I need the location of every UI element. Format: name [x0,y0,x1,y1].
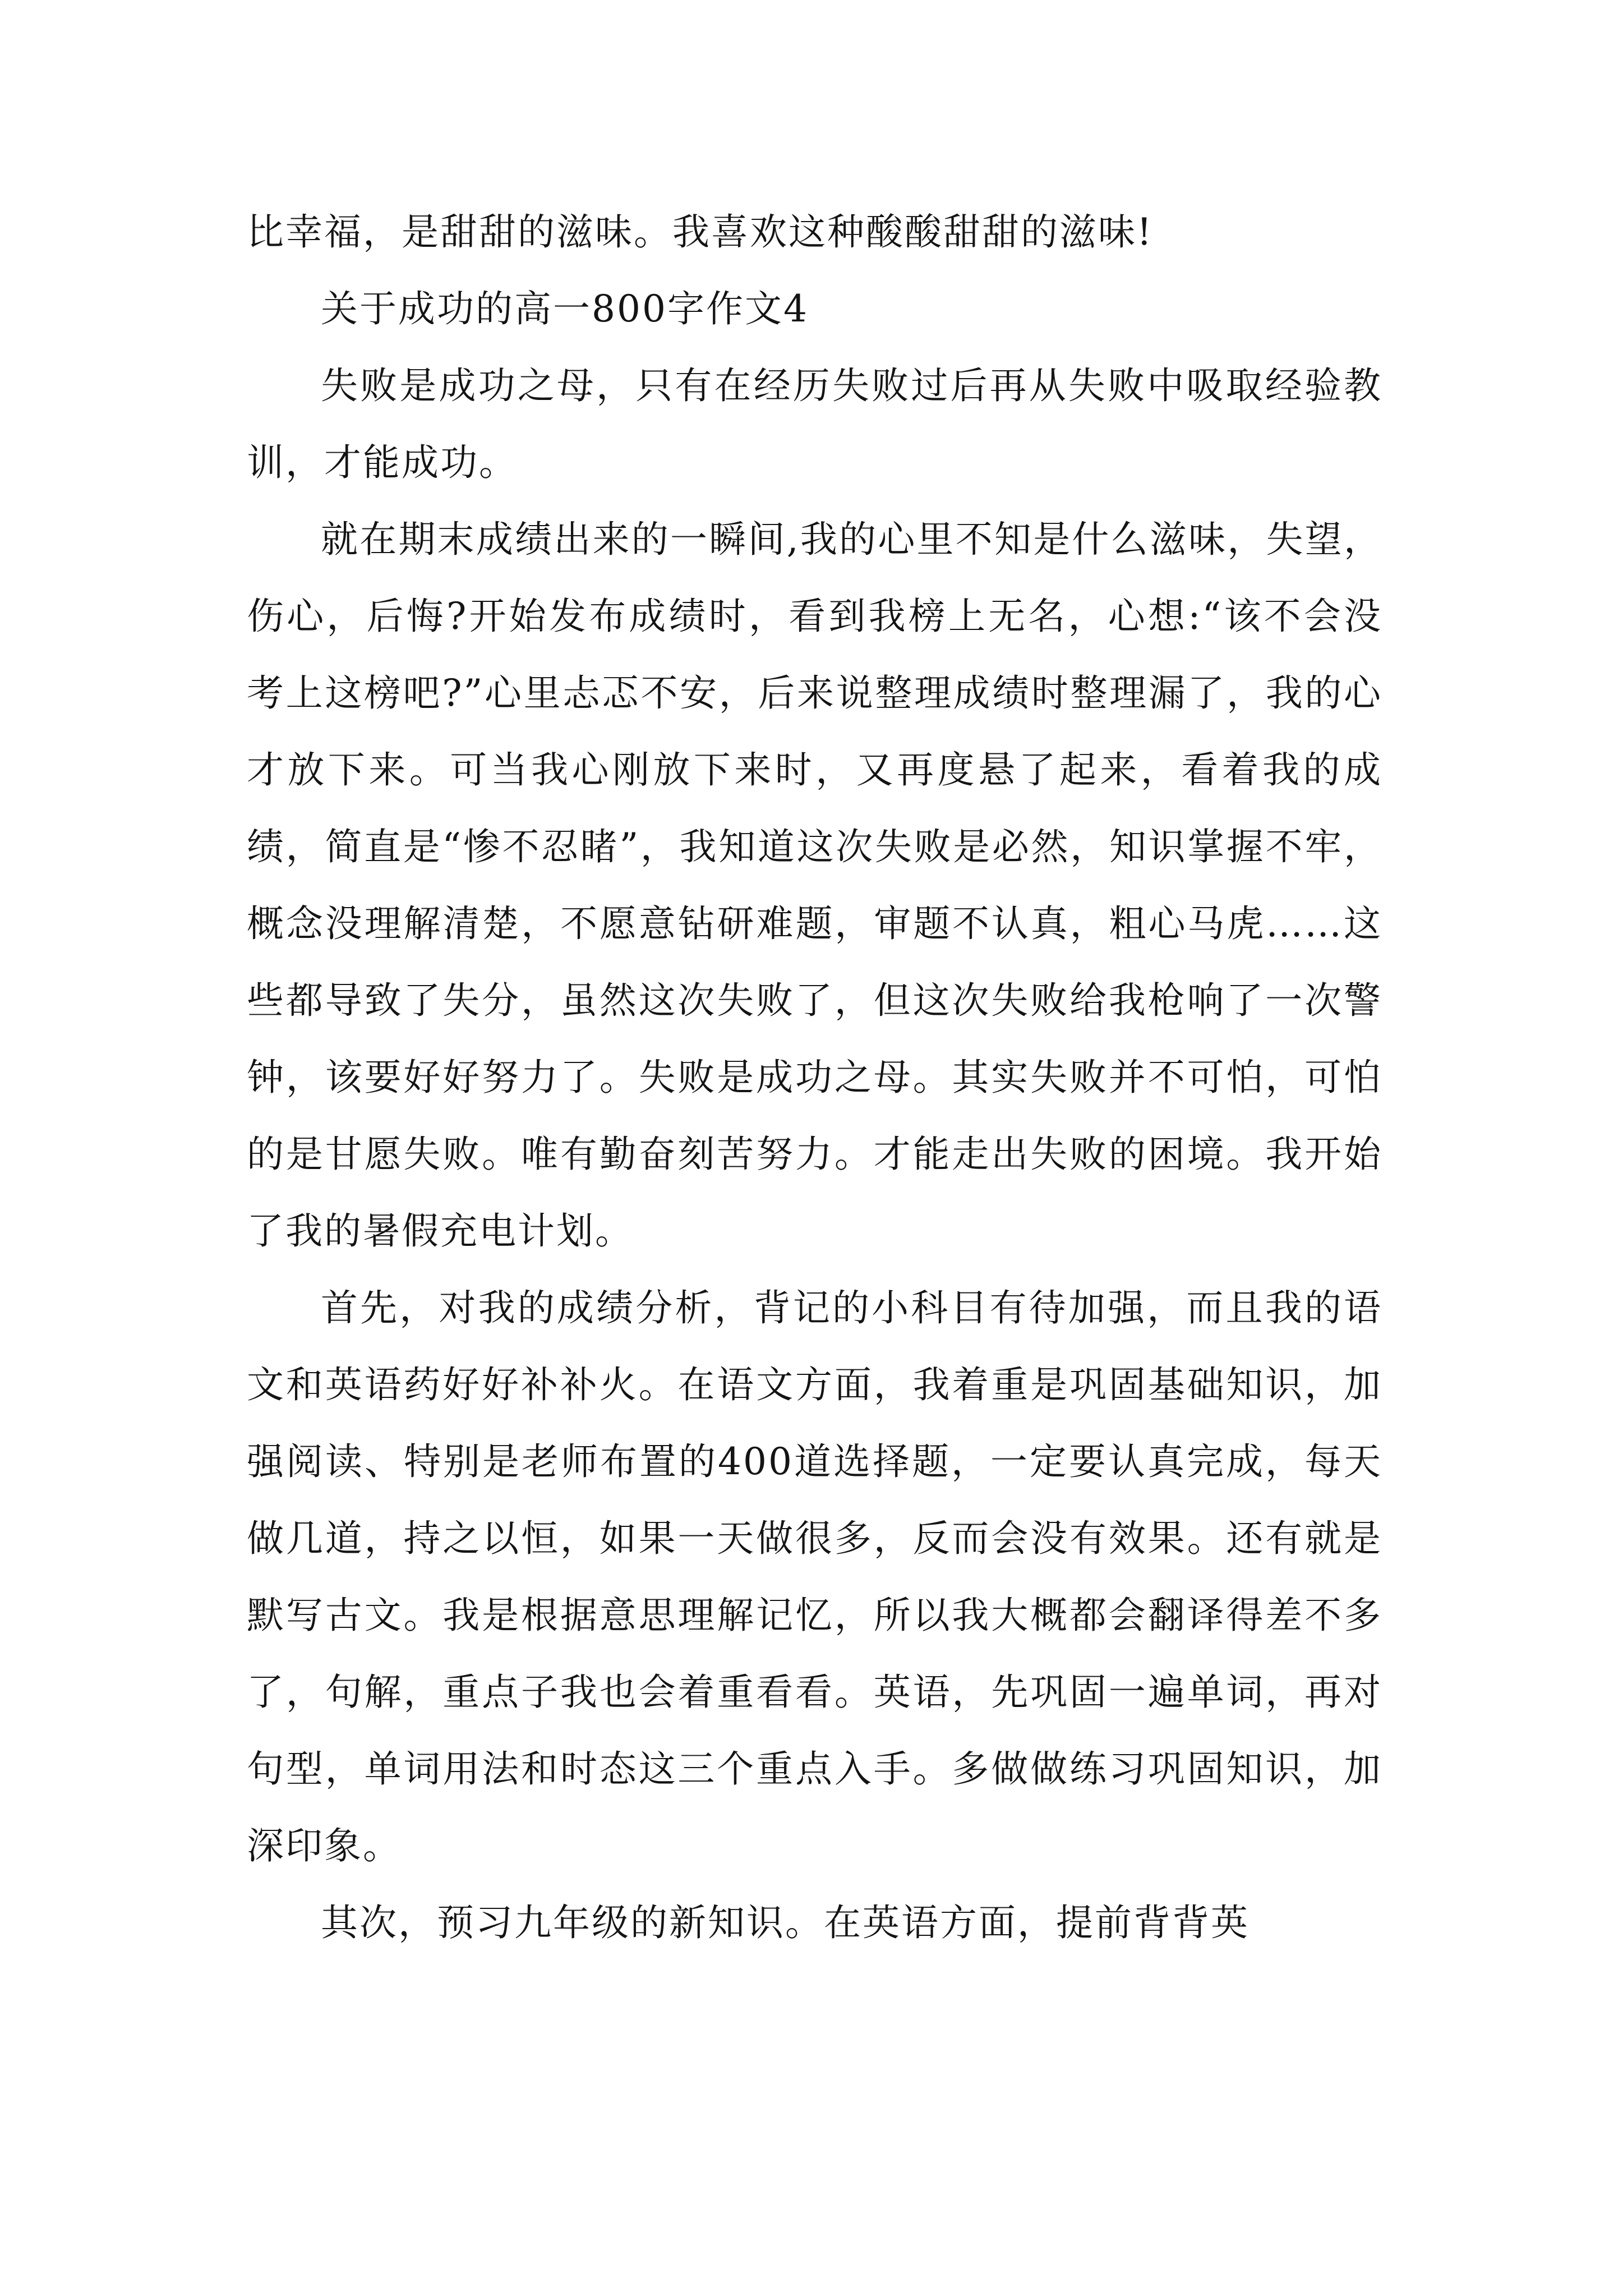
paragraph: 其次，预习九年级的新知识。在英语方面，提前背背英 [321,1901,1249,1944]
paragraph: 首先，对我的成绩分析，背记的小科目有待加强，而且我的语文和英语药好好补补火。在语文方面，我着重是巩固基础知识，加强阅读、特别是老师布置的400道选择题，一定要认真完成，每天做几道，持之以恒，如果一天做很多，反而会没有效果。还有就是默写古文。我是根据意思理解记忆，所以我大概都会翻译得差不多了，句解，重点子我也会着重看看。英语，先巩固一遍单词，再对句型，单词用法和时态这三个重点入手。多做做练习巩固知识，加深印象。 [247,1286,1382,1867]
paragraph: 失败是成功之母，只有在经历失败过后再从失败中吸取经验教训，才能成功。 [247,364,1382,484]
body-text [247,194,1382,1961]
section-heading: 关于成功的高一800字作文4 [321,287,809,330]
paragraph: 就在期末成绩出来的一瞬间,我的心里不知是什么滋味，失望，伤心，后悔?开始发布成绩时，看到我榜上无名，心想:“该不会没考上这榜吧?”心里忐忑不安，后来说整理成绩时整理漏了，我的心才放下来。可当我心刚放下来时，又再度悬了起来，看着我的成绩，简直是“惨不忍睹”，我知道这次失败是必然，知识掌握不牢，概念没理解清楚，不愿意钻研难题，审题不认真，粗心马虎……这些都导致了失分，虽然这次失败了，但这次失败给我枪响了一次警钟，该要好好努力了。失败是成功之母。其实失败并不可怕，可怕的是甘愿失败。唯有勤奋刻苦努力。才能走出失败的困境。我开始了我的暑假充电计划。 [247,518,1382,1253]
paragraph: 比幸福，是甜甜的滋味。我喜欢这种酸酸甜甜的滋味! [247,210,1154,254]
